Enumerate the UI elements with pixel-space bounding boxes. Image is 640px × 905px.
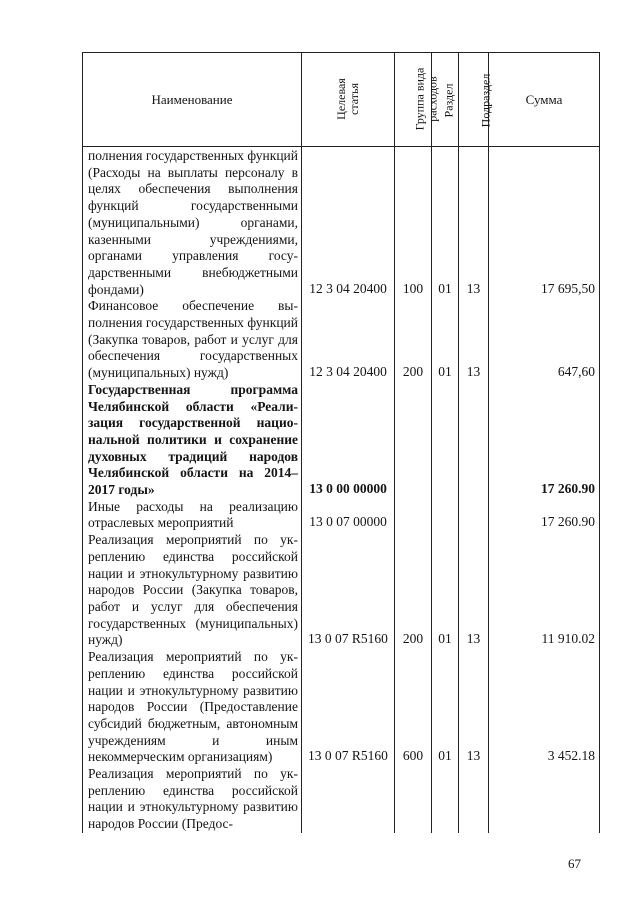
row-subsection — [459, 499, 489, 532]
table-row — [83, 532, 600, 649]
table-row — [83, 766, 600, 833]
table-header-row — [83, 53, 600, 147]
column-header-sum: Сумма — [489, 53, 600, 147]
row-sum: 17 695,50 — [489, 147, 600, 299]
row-name: Государственная программа Челябинской области «Реализация государственной национальной политики и сохранение духовных традиций народов Челябинской области на 2014–2017 годы» — [83, 382, 302, 499]
table-row — [83, 147, 600, 299]
column-header-target: Целевая статья — [302, 53, 395, 147]
row-section — [432, 499, 459, 532]
row-section — [432, 766, 459, 833]
row-name: Реализация мероприятий по укреплению единства российской нации и этнокультурному развитию народов России (Предоставление субсидий бюджетным, автономным учреждениям и иным некоммерческим организациям) — [83, 649, 302, 766]
table-row — [83, 499, 600, 532]
row-target: 13 0 07 00000 — [302, 499, 395, 532]
row-section: 01 — [432, 147, 459, 299]
row-subsection: 13 — [459, 532, 489, 649]
row-target: 13 0 07 R5160 — [302, 649, 395, 766]
table-row — [83, 649, 600, 766]
row-subsection — [459, 382, 489, 499]
row-sum: 17 260.90 — [489, 499, 600, 532]
row-subsection: 13 — [459, 298, 489, 382]
row-target: 12 3 04 20400 — [302, 147, 395, 299]
row-sum: 11 910.02 — [489, 532, 600, 649]
row-subsection: 13 — [459, 147, 489, 299]
row-target: 13 0 00 00000 — [302, 382, 395, 499]
row-group — [395, 766, 432, 833]
page-number: 67 — [568, 856, 581, 871]
table-row — [83, 298, 600, 382]
budget-table — [82, 52, 600, 833]
row-subsection — [459, 766, 489, 833]
row-group: 600 — [395, 649, 432, 766]
row-group: 100 — [395, 147, 432, 299]
row-target — [302, 766, 395, 833]
row-name: Иные расходы на реализацию отраслевых мероприятий — [83, 499, 302, 532]
row-target: 13 0 07 R5160 — [302, 532, 395, 649]
column-header-group: Группа вида расходов — [395, 53, 432, 147]
row-group — [395, 382, 432, 499]
row-sum: 17 260.90 — [489, 382, 600, 499]
row-target: 12 3 04 20400 — [302, 298, 395, 382]
column-header-section: Раздел — [432, 53, 459, 147]
row-sum — [489, 766, 600, 833]
row-sum: 3 452.18 — [489, 649, 600, 766]
row-section: 01 — [432, 532, 459, 649]
row-name: Реализация мероприятий по укреплению единства российской нации и этнокультурному развитию народов России (Предос- — [83, 766, 302, 833]
row-name: Реализация мероприятий по укреплению единства российской нации и этнокультурному развитию народов России (Закупка товаров, работ и услуг для обеспечения государственных (муниципальных) нужд) — [83, 532, 302, 649]
row-sum: 647,60 — [489, 298, 600, 382]
row-subsection: 13 — [459, 649, 489, 766]
row-group — [395, 499, 432, 532]
row-name: Финансовое обеспечение выполнения государственных функций (Закупка товаров, работ и услуг для обеспечения государственных (муниципальных) нужд) — [83, 298, 302, 382]
column-header-name: Наименование — [83, 53, 302, 147]
row-section: 01 — [432, 298, 459, 382]
column-header-subsection: Подраздел — [459, 53, 489, 147]
row-group: 200 — [395, 298, 432, 382]
table-row-program — [83, 382, 600, 499]
row-group: 200 — [395, 532, 432, 649]
row-section: 01 — [432, 649, 459, 766]
row-section — [432, 382, 459, 499]
row-name: полнения государственных функций (Расходы на выплаты персоналу в целях обеспечения выполнения функций государственными (муниципальными) органами, казенными учреждениями, органами управления государственными внебюджетными фондами) — [83, 147, 302, 299]
